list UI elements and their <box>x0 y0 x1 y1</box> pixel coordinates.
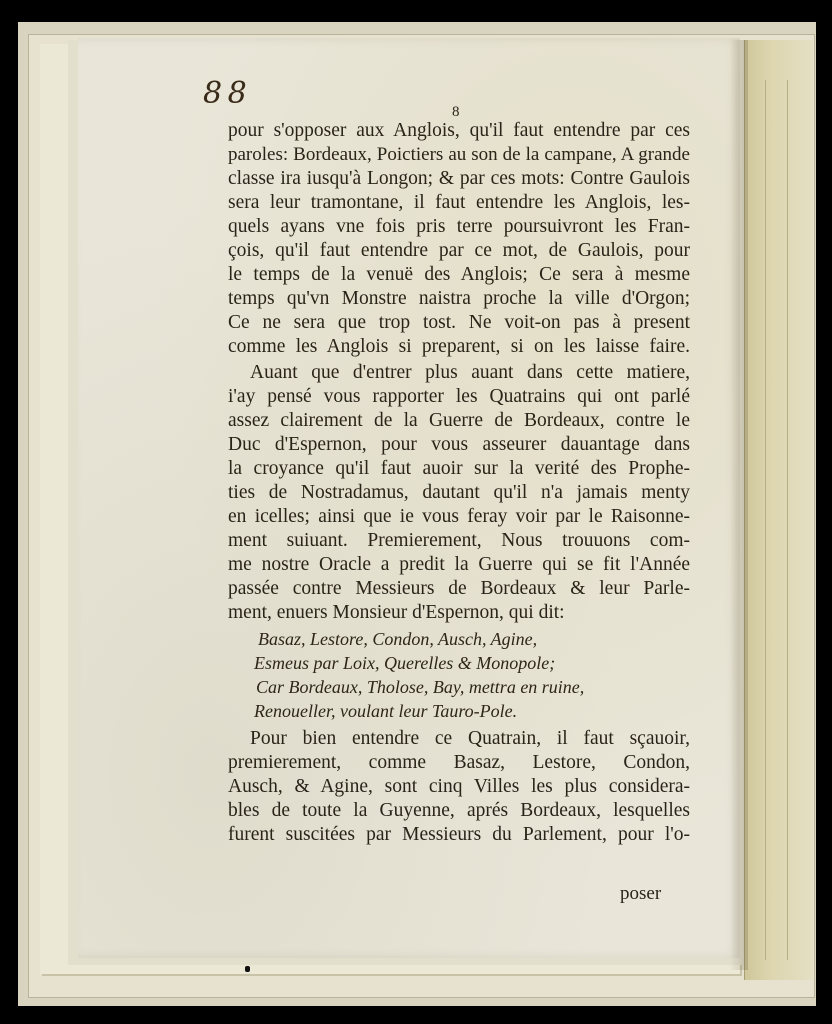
text-line: me nostre Oracle a predit la Guerre qui se fit l'Année <box>228 554 690 575</box>
quatrain-line: Basaz, Lestore, Condon, Ausch, Agine, <box>258 629 538 649</box>
text-line: Duc d'Espernon, pour vous asseurer dauantage dans <box>228 434 690 455</box>
quatrain-line: Renoueller, voulant leur Tauro-Pole. <box>254 701 518 721</box>
facing-page-edge <box>744 40 813 980</box>
text-line: Auant que d'entrer plus auant dans cette matiere, <box>250 362 690 383</box>
text-line: comme les Anglois si preparent, si on les laisse faire. <box>228 336 690 357</box>
page-edge-line <box>765 80 766 960</box>
text-line: sera leur tramontane, il faut entendre les Anglois, les- <box>228 192 690 213</box>
text-line: ment, enuers Monsieur d'Espernon, qui dit: <box>228 602 565 623</box>
quatrain-line: Car Bordeaux, Tholose, Bay, mettra en ruine, <box>256 677 585 697</box>
binding-shadow <box>730 40 748 970</box>
text-line: ment suiuant. Premierement, Nous trouuons com- <box>228 530 690 551</box>
text-line: pour s'opposer aux Anglois, qu'il faut entendre par ces <box>228 120 690 141</box>
text-line: le temps de la venuë des Anglois; Ce sera à mesme <box>228 264 690 285</box>
text-line: quels ayans vne fois pris terre poursuivront les Fran- <box>228 216 690 237</box>
text-line: en icelles; ainsi que ie vous feray voir par le Raisonne- <box>228 506 690 527</box>
text-line: bles de toute la Guyenne, aprés Bordeaux, lesquelles <box>228 800 690 821</box>
text-line: Pour bien entendre ce Quatrain, il faut sçauoir, <box>250 728 690 749</box>
text-line: paroles: Bordeaux, Poictiers au son de la campane, A grande <box>228 144 690 165</box>
page-edge-line <box>787 80 788 960</box>
quatrain-line: Esmeus par Loix, Querelles & Monopole; <box>254 653 556 673</box>
text-line: furent suscitées par Messieurs du Parlement, pour l'o- <box>228 824 690 845</box>
text-line: Ausch, & Agine, sont cinq Villes les plus considera- <box>228 776 690 797</box>
text-line: premierement, comme Basaz, Lestore, Condon, <box>228 752 690 773</box>
text-line: çois, qu'il faut entendre par ce mot, de Gaulois, pour <box>228 240 690 261</box>
handwritten-folio-mark: 8 8 <box>203 76 245 111</box>
text-line: Ce ne sera que trop tost. Ne voit-on pas à present <box>228 312 690 333</box>
text-line: passée contre Messieurs de Bordeaux & leur Parle- <box>228 578 690 599</box>
catchword: poser <box>620 883 662 904</box>
text-line: ties de Nostradamus, dautant qu'il n'a jamais menty <box>228 482 690 503</box>
text-line: i'ay pensé vous rapporter les Quatrains qui ont parlé <box>228 386 690 407</box>
text-line: la croyance qu'il faut auoir sur la verité des Prophe- <box>228 458 690 479</box>
text-line: assez clairement de la Guerre de Bordeaux, contre le <box>228 410 690 431</box>
text-line: temps qu'vn Monstre naistra proche la ville d'Orgon; <box>228 288 690 309</box>
text-line: classe ira iusqu'à Longon; & par ces mots: Contre Gaulois <box>228 168 690 189</box>
ink-dot <box>245 966 250 972</box>
page-number: 8 <box>452 104 460 120</box>
